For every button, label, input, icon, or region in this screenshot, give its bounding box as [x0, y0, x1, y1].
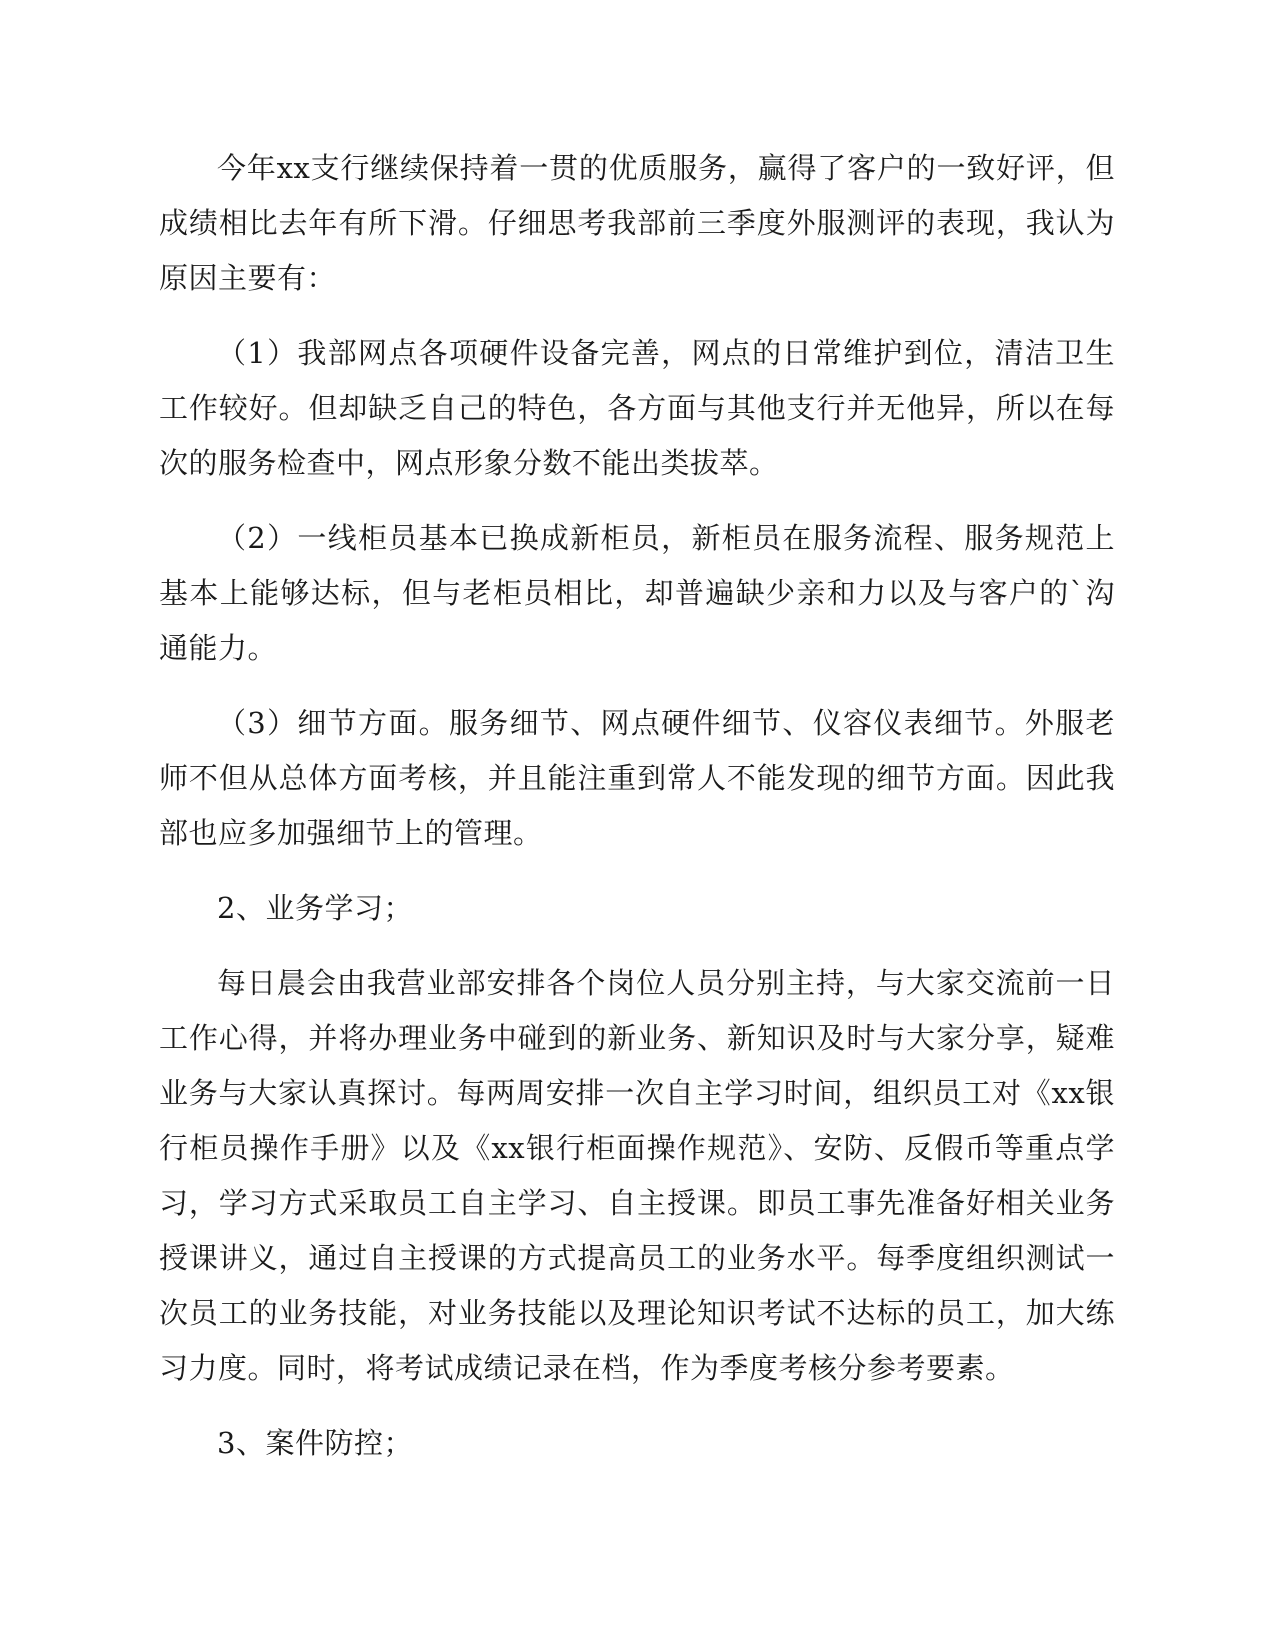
- paragraph-reason-1: （1）我部网点各项硬件设备完善，网点的日常维护到位，清洁卫生工作较好。但却缺乏自己的特色，各方面与其他支行并无他异，所以在每次的服务检查中，网点形象分数不能出类拔萃。: [159, 336, 1115, 480]
- section-heading-case-prevention: 3、案件防控；: [217, 1426, 413, 1460]
- paragraph-reason-2: （2）一线柜员基本已换成新柜员，新柜员在服务流程、服务规范上基本上能够达标，但与老柜员相比，却普遍缺少亲和力以及与客户的`沟通能力。: [159, 521, 1115, 665]
- paragraph-reason-3: （3）细节方面。服务细节、网点硬件细节、仪容仪表细节。外服老师不但从总体方面考核，并且能注重到常人不能发现的细节方面。因此我部也应多加强细节上的管理。: [159, 706, 1115, 850]
- paragraph-business-study: 每日晨会由我营业部安排各个岗位人员分别主持，与大家交流前一日工作心得，并将办理业务中碰到的新业务、新知识及时与大家分享，疑难业务与大家认真探讨。每两周安排一次自主学习时间，组织员工对《xx银行柜员操作手册》以及《xx银行柜面操作规范》、安防、反假币等重点学习，学习方式采取员工自主学习、自主授课。即员工事先准备好相关业务授课讲义，通过自主授课的方式提高员工的业务水平。每季度组织测试一次员工的业务技能，对业务技能以及理论知识考试不达标的员工，加大练习力度。同时，将考试成绩记录在档，作为季度考核分参考要素。: [159, 966, 1115, 1385]
- document-body: [159, 141, 1115, 1491]
- section-heading-business-study: 2、业务学习；: [217, 891, 413, 925]
- paragraph-service-intro: 今年xx支行继续保持着一贯的优质服务，赢得了客户的一致好评，但成绩相比去年有所下滑。仔细思考我部前三季度外服测评的表现，我认为原因主要有：: [159, 151, 1115, 295]
